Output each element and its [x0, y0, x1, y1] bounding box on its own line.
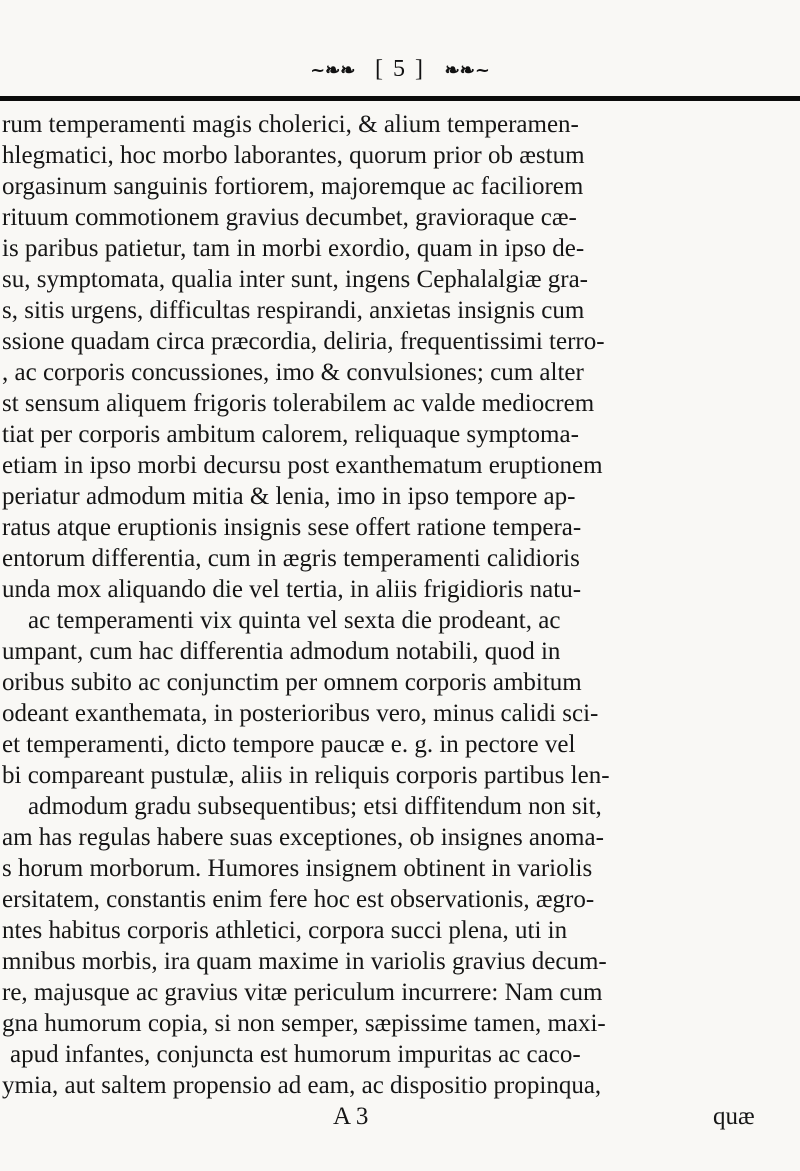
text-line: st sensum aliquem frigoris tolerabilem ac valde mediocrem: [2, 390, 595, 417]
text-line: apud infantes, conjuncta est humorum impuritas ac caco-: [10, 1041, 581, 1068]
text-line: su, symptomata, qualia inter sunt, ingens Cephalalgiæ gra-: [2, 266, 588, 293]
text-line: is paribus patietur, tam in morbi exordio, quam in ipso de-: [2, 235, 585, 262]
text-line: s horum morborum. Humores insignem obtinent in variolis: [2, 855, 593, 882]
text-line: , ac corporis concussiones, imo & convulsiones; cum alter: [2, 359, 584, 386]
text-line: ac temperamenti vix quinta vel sexta die prodeant, ac: [28, 607, 561, 634]
header-ornament-left: ~❧❧: [310, 60, 356, 81]
text-line: etiam in ipso morbi decursu post exanthematum eruptionem: [2, 452, 603, 479]
text-line: admodum gradu subsequentibus; etsi diffitendum non sit,: [28, 793, 602, 820]
text-line: ersitatem, constantis enim fere hoc est observationis, ægro-: [2, 886, 595, 913]
text-line: ratus atque eruptionis insignis sese offert ratione tempera-: [2, 514, 582, 541]
text-line: rum temperamenti magis cholerici, & alium temperamen-: [2, 111, 579, 138]
text-line: orgasinum sanguinis fortiorem, majoremque ac faciliorem: [2, 173, 584, 200]
header-rule: [0, 96, 800, 101]
page-number: [ 5 ]: [375, 56, 425, 82]
page-header: [0, 56, 800, 83]
text-line: gna humorum copia, si non semper, sæpissime tamen, maxi-: [2, 1010, 606, 1037]
text-line: umpant, cum hac differentia admodum notabili, quod in: [2, 638, 561, 665]
catchword: quæ: [713, 1103, 755, 1130]
text-line: hlegmatici, hoc morbo laborantes, quorum prior ob æstum: [2, 142, 585, 169]
signature-mark: A 3: [333, 1103, 369, 1130]
text-line: rituum commotionem gravius decumbet, gravioraque cæ-: [2, 204, 577, 231]
text-line: am has regulas habere suas exceptiones, ob insignes anoma-: [2, 824, 604, 851]
header-ornament-right: ❧❧~: [444, 60, 490, 81]
text-line: et temperamenti, dicto tempore paucæ e. g. in pectore vel: [2, 731, 576, 758]
text-line: odeant exanthemata, in posterioribus vero, minus calidi sci-: [2, 700, 599, 727]
text-line: tiat per corporis ambitum calorem, reliquaque symptoma-: [2, 421, 579, 448]
text-line: ssione quadam circa præcordia, deliria, frequentissimi terro-: [2, 328, 605, 355]
text-line: ymia, aut saltem propensio ad eam, ac dispositio propinqua,: [2, 1072, 602, 1099]
text-line: oribus subito ac conjunctim per omnem corporis ambitum: [2, 669, 582, 696]
text-line: re, majusque ac gravius vitæ periculum incurrere: Nam cum: [2, 979, 603, 1006]
body-text: [0, 110, 800, 1160]
text-line: ntes habitus corporis athletici, corpora succi plena, uti in: [2, 917, 568, 944]
text-line: unda mox aliquando die vel tertia, in aliis frigidioris natu-: [2, 576, 582, 603]
text-line: periatur admodum mitia & lenia, imo in ipso tempore ap-: [2, 483, 576, 510]
text-line: s, sitis urgens, difficultas respirandi, anxietas insignis cum: [2, 297, 585, 324]
text-line: bi compareant pustulæ, aliis in reliquis corporis partibus len-: [2, 762, 610, 789]
text-line: mnibus morbis, ira quam maxime in variolis gravius decum-: [2, 948, 607, 975]
text-line: entorum differentia, cum in ægris temperamenti calidioris: [2, 545, 580, 572]
